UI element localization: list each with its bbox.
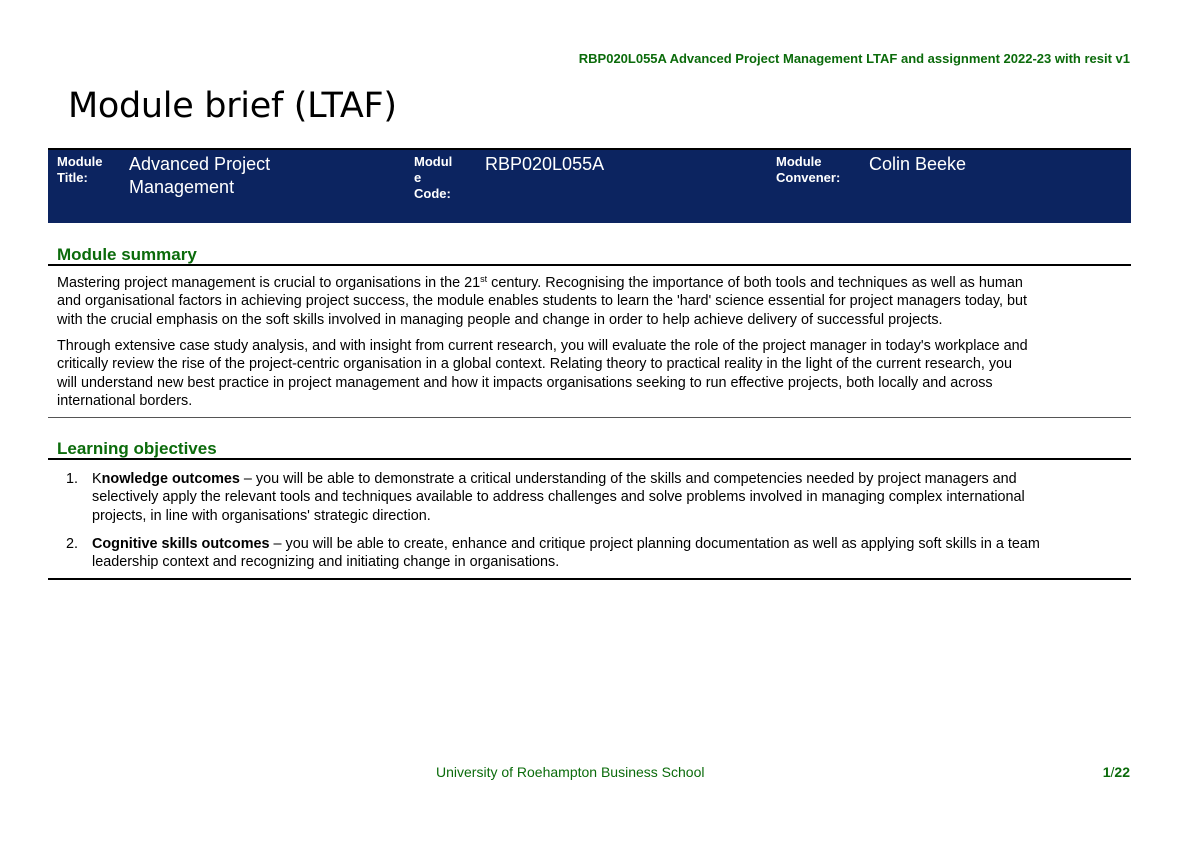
divider xyxy=(48,578,1131,580)
module-code-label: Modul e Code: xyxy=(414,154,453,201)
module-convener-label: Module Convener: xyxy=(776,154,841,185)
objective-text: Cognitive skills outcomes – you will be able to create, enhance and critique project planning documentation as well as applying soft skills in a team leadership context and recognizing and initiating change in organisations. xyxy=(92,536,1040,571)
page-title: Module brief (LTAF) xyxy=(68,86,397,126)
objective-number: 1. xyxy=(66,471,79,487)
module-info-bar xyxy=(48,148,1131,223)
summary-paragraph-1: Mastering project management is crucial to organisations in the 21st century. Recognising the importance of both tools and techniques as well as human and organisational factors in achieving project success, the module enables students to learn the 'hard' science essential for project managers today, but with the crucial emphasis on the soft skills involved in managing people and change in order to help achieve delivery of successful projects. xyxy=(57,274,1027,328)
summary-paragraph-2: Through extensive case study analysis, and with insight from current research, you will evaluate the role of the project manager in today's workplace and critically review the rise of the project-centric organisation in a global context. Relating theory to practical reality in the light of the current research, you will understand new best practice in project management and how it impacts organisations seeking to run effective projects, both locally and across international borders. xyxy=(57,338,1028,409)
learning-objectives-heading: Learning objectives xyxy=(57,439,217,458)
module-title-label: Module Title: xyxy=(57,154,103,185)
page-number: 1/22 xyxy=(1102,764,1130,780)
running-header: RBP020L055A Advanced Project Management LTAF and assignment 2022-23 with resit v1 xyxy=(578,51,1130,66)
module-title-value: Advanced Project Management xyxy=(129,154,271,197)
module-convener-value: Colin Beeke xyxy=(869,154,967,174)
footer-school: University of Roehampton Business School xyxy=(436,764,705,780)
divider xyxy=(48,264,1131,266)
divider xyxy=(48,417,1131,418)
objective-text: Knowledge outcomes – you will be able to demonstrate a critical understanding of the skills and competencies needed by project managers and selectively apply the relevant tools and techniques available to address challenges and solve problems involved in managing complex international projects, in line with organisations' strategic direction. xyxy=(92,471,1025,524)
module-summary-heading: Module summary xyxy=(57,245,197,264)
divider xyxy=(48,458,1131,460)
objective-number: 2. xyxy=(66,536,79,552)
module-code-value: RBP020L055A xyxy=(485,154,605,174)
